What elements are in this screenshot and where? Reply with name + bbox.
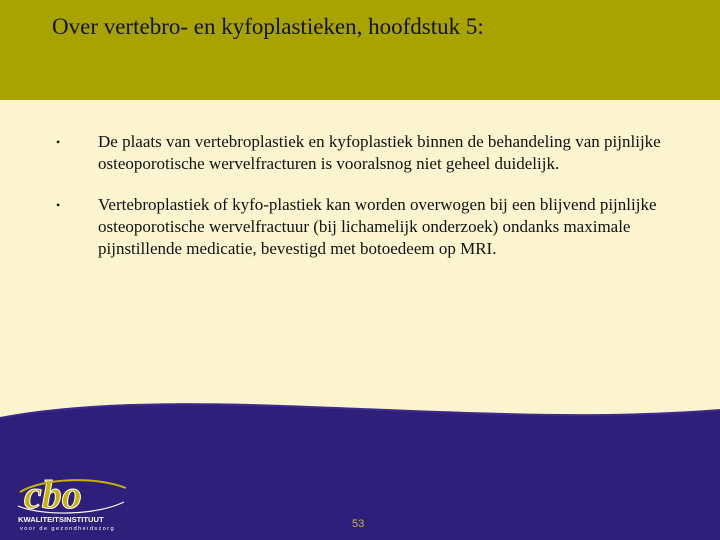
logo-tagline: voor de gezondheidszorg [20,526,116,532]
page-number: 53 [352,518,365,530]
logo-letters: cbo [24,472,82,517]
bullet-item [52,194,692,260]
cbo-logo [14,466,132,532]
bullet-list [52,131,692,279]
slide-title: Over vertebro- en kyfoplastieken, hoofdstuk 5: [52,14,484,39]
bullet-text: De plaats van vertebroplastiek en kyfoplastiek binnen de behandeling van pijnlijke osteoporotische wervelfracturen is vooralsnog niet geheel duidelijk. [98,132,661,173]
bullet-marker: • [56,135,61,149]
bullet-item [52,131,692,175]
bullet-marker: • [56,198,61,212]
bullet-text: Vertebroplastiek of kyfo-plastiek kan worden overwogen bij een blijvend pijnlijke osteoporotische wervelfractuur (bij lichamelijk onderzoek) ondanks maximale pijnstillende medicatie, bevestigd met botoedeem op MRI. [98,195,657,258]
logo-name: KWALITEITSINSTITUUT [18,515,104,524]
